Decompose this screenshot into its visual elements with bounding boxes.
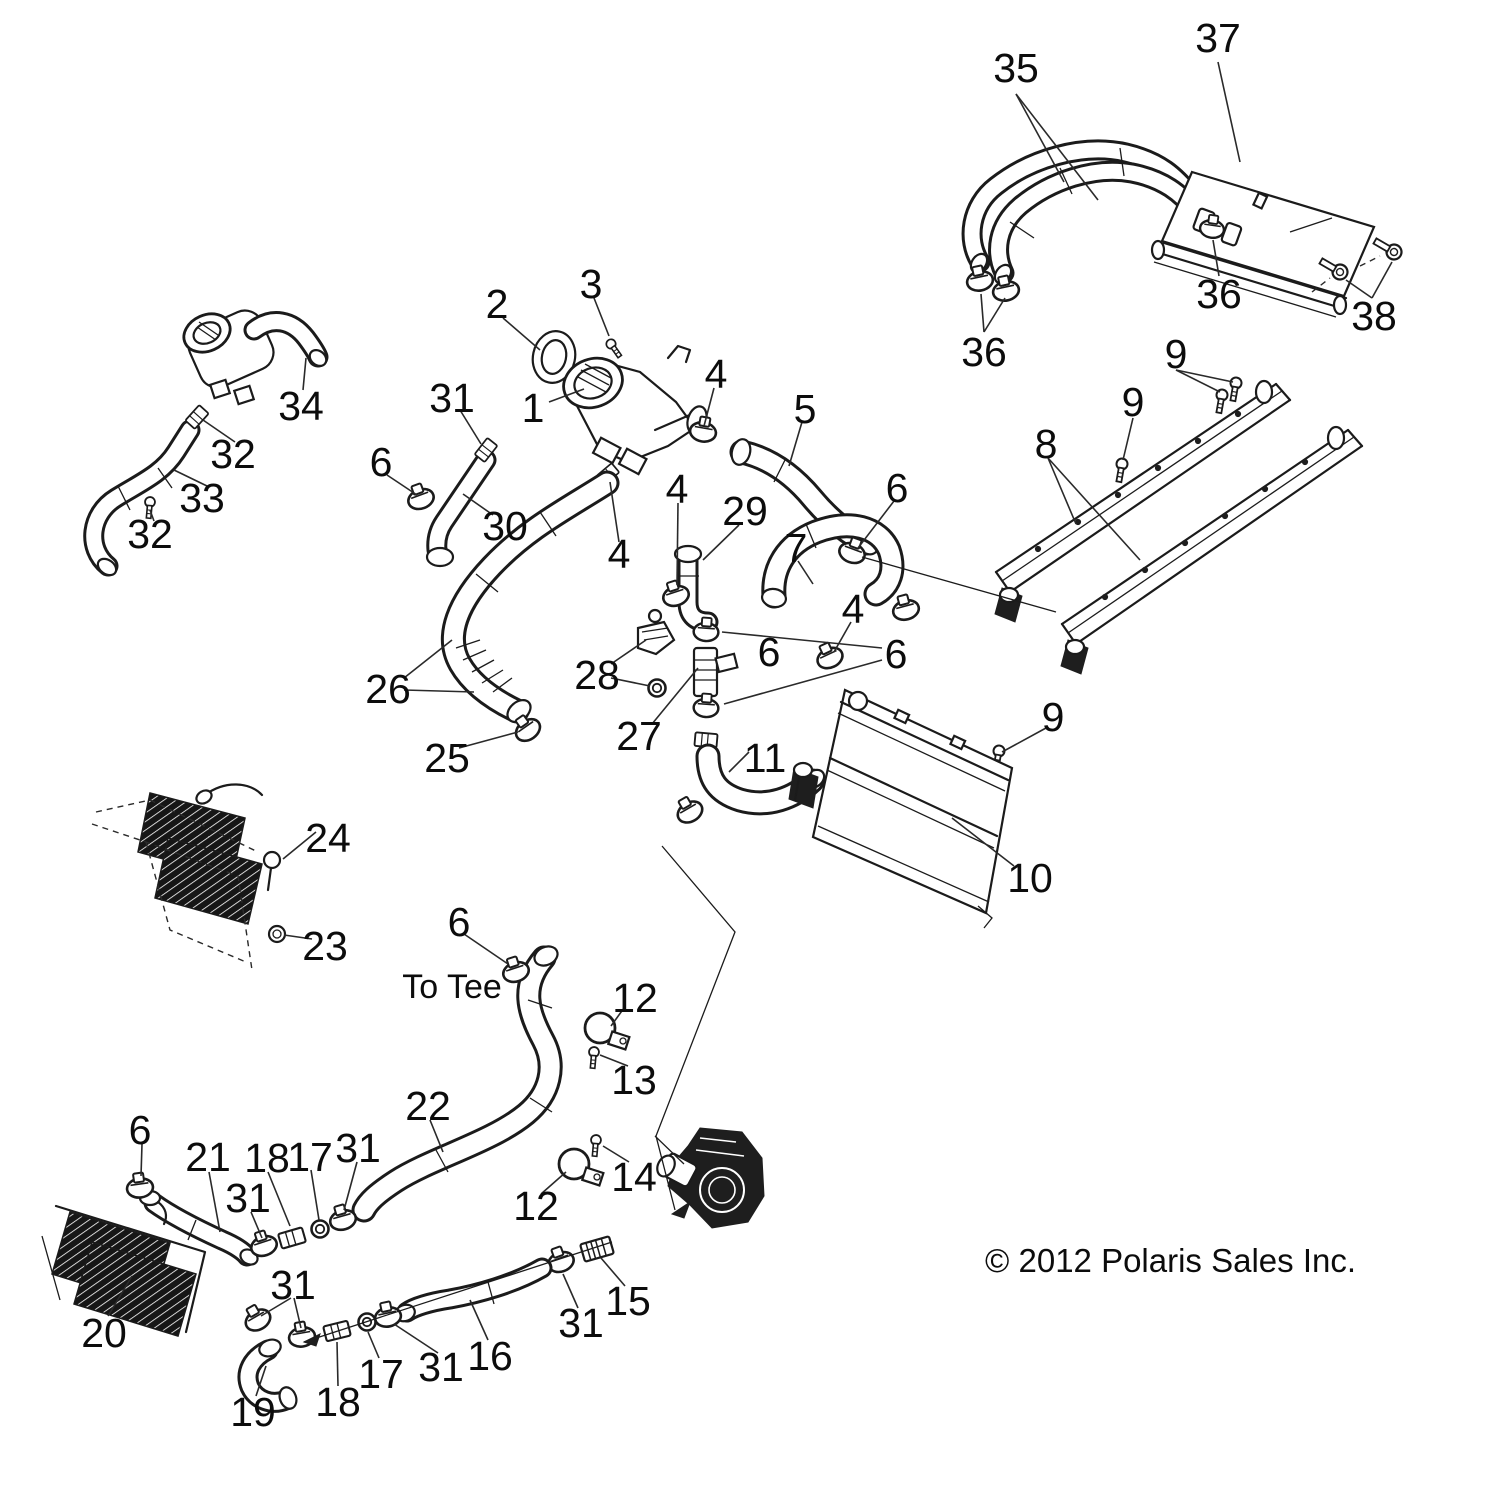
callout-28: 28 — [574, 652, 620, 698]
part-27-tee-fitting — [694, 648, 737, 696]
part-29-elbow-fitting — [675, 546, 708, 622]
callout-31: 31 — [418, 1344, 464, 1390]
callout-26: 26 — [365, 666, 411, 712]
callout-6: 6 — [128, 1107, 152, 1153]
callout-32: 32 — [210, 431, 256, 477]
callout-34: 34 — [278, 383, 324, 429]
callout-5: 5 — [793, 386, 817, 432]
callout-2: 2 — [485, 281, 509, 327]
callout-19: 19 — [230, 1389, 276, 1435]
callout-11: 11 — [743, 735, 787, 781]
callout-4: 4 — [665, 466, 689, 512]
part-oil-cooler-upper — [92, 784, 262, 970]
callout-17: 17 — [358, 1351, 404, 1397]
callout-37: 37 — [1195, 15, 1241, 61]
callout-38: 38 — [1351, 293, 1397, 339]
part-37-heat-exchanger-plate — [1152, 172, 1374, 317]
callout-18: 18 — [244, 1135, 290, 1181]
callout-9: 9 — [1121, 379, 1145, 425]
callout-31: 31 — [558, 1300, 604, 1346]
part-16-hose — [393, 1268, 542, 1324]
callout-9: 9 — [1164, 331, 1188, 377]
callout-22: 22 — [405, 1083, 451, 1129]
callout-6: 6 — [369, 439, 393, 485]
part-13-screw — [588, 1047, 600, 1069]
callout-4: 4 — [704, 351, 728, 397]
callout-31: 31 — [335, 1125, 381, 1171]
part-9-screws — [990, 377, 1242, 770]
callout-21: 21 — [185, 1134, 231, 1180]
callout-20: 20 — [81, 1310, 127, 1356]
callout-27: 27 — [616, 713, 662, 759]
callout-3: 3 — [579, 261, 603, 307]
callout-32: 32 — [127, 511, 173, 557]
callout-25: 25 — [424, 735, 470, 781]
callout-6: 6 — [885, 465, 909, 511]
callout-16: 16 — [467, 1333, 513, 1379]
to-tee-note: To Tee — [402, 968, 502, 1006]
callout-8: 8 — [1034, 421, 1058, 467]
part-31-clamp-row2c — [239, 1301, 274, 1335]
callout-23: 23 — [302, 923, 348, 969]
callout-12: 12 — [612, 975, 658, 1021]
callout-12: 12 — [513, 1183, 559, 1229]
callout-36: 36 — [961, 329, 1007, 375]
callout-10: 10 — [1007, 855, 1053, 901]
part-28-thermostat — [638, 610, 674, 697]
callout-9: 9 — [1041, 694, 1065, 740]
callout-15: 15 — [605, 1278, 651, 1324]
part-18-ferrule-a — [278, 1227, 306, 1248]
part-6-clamp-11 — [671, 793, 706, 827]
part-15-fitting — [580, 1236, 614, 1262]
callout-4: 4 — [841, 586, 865, 632]
callout-33: 33 — [179, 475, 225, 521]
callout-29: 29 — [722, 488, 768, 534]
routing-lines — [304, 557, 1056, 1346]
copyright-text: © 2012 Polaris Sales Inc. — [985, 1242, 1357, 1279]
part-24-bolt — [264, 852, 280, 890]
part-10-radiator — [789, 690, 1012, 928]
part-17-washer-a — [312, 1221, 329, 1238]
callout-18: 18 — [315, 1379, 361, 1425]
callout-30: 30 — [482, 503, 528, 549]
part-6-clamp-20 — [125, 1171, 154, 1199]
callout-14: 14 — [611, 1154, 657, 1200]
callout-4: 4 — [607, 531, 631, 577]
callout-7: 7 — [784, 525, 808, 571]
callout-31: 31 — [270, 1262, 316, 1308]
part-7-hose — [761, 524, 892, 609]
callout-17: 17 — [287, 1134, 333, 1180]
part-14-screw — [590, 1135, 602, 1157]
callout-1: 1 — [521, 385, 545, 431]
callout-36: 36 — [1196, 271, 1242, 317]
part-23-nut — [269, 926, 285, 942]
water-pump — [654, 1128, 764, 1228]
part-6-clamp-rail — [890, 592, 921, 622]
callout-6: 6 — [884, 631, 908, 677]
callout-24: 24 — [305, 815, 351, 861]
callout-13: 13 — [611, 1057, 657, 1103]
part-6-clamp-30 — [404, 480, 437, 512]
callout-31: 31 — [225, 1175, 271, 1221]
part-3-screw — [604, 337, 623, 359]
callout-35: 35 — [993, 45, 1039, 91]
part-1-outlet-housing — [557, 346, 710, 474]
callout-31: 31 — [429, 375, 475, 421]
callout-6: 6 — [757, 629, 781, 675]
callout-6: 6 — [447, 899, 471, 945]
